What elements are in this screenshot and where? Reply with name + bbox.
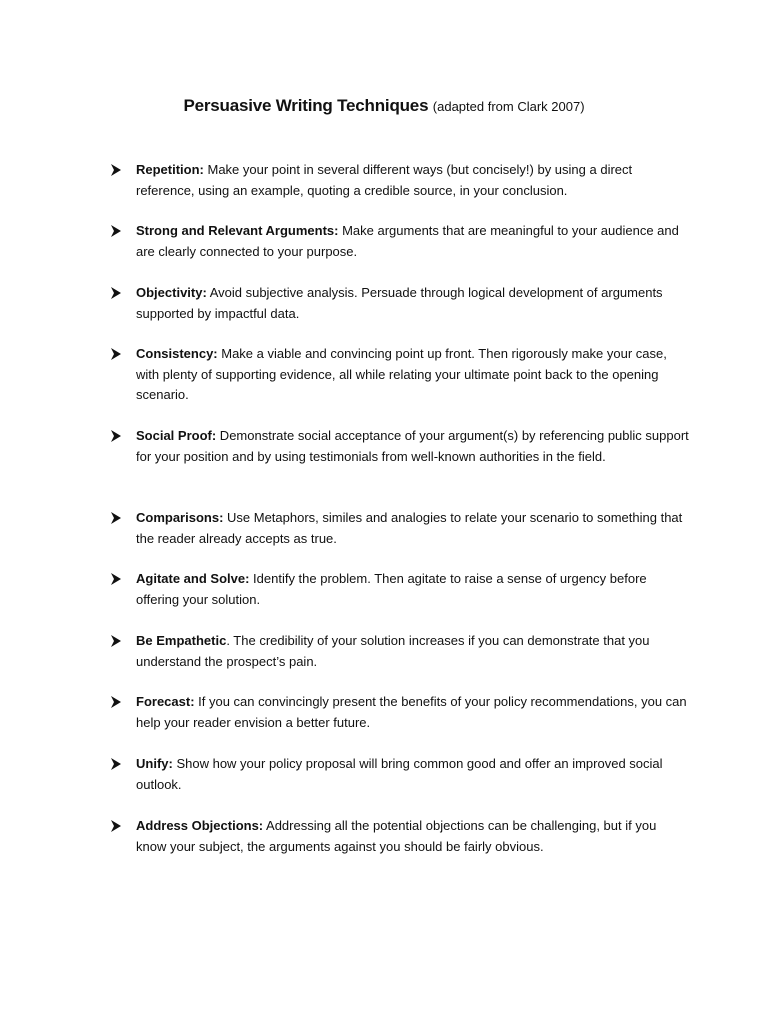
- arrow-bullet-icon: [110, 344, 124, 364]
- list-item-strong-arguments: [110, 221, 690, 262]
- item-text: [136, 426, 690, 467]
- item-term: Objectivity:: [136, 285, 207, 300]
- item-term: Social Proof:: [136, 428, 217, 443]
- arrow-bullet-icon: [110, 816, 124, 836]
- item-text: [136, 816, 690, 857]
- item-term: Strong and Relevant Arguments:: [136, 223, 339, 238]
- item-text: [136, 283, 690, 324]
- list-item-forecast: [110, 692, 690, 733]
- arrow-bullet-icon: [110, 692, 124, 712]
- item-body: Demonstrate social acceptance of your argument(s) by referencing public support for your position and by using testimonials from well-known authorities in the field.: [136, 428, 689, 464]
- item-body: Avoid subjective analysis. Persuade through logical development of arguments supported by impactful data.: [136, 285, 663, 321]
- arrow-bullet-icon: [110, 283, 124, 303]
- item-text: [136, 631, 690, 672]
- list-item-repetition: [110, 160, 690, 201]
- title-main: Persuasive Writing Techniques: [183, 96, 429, 115]
- list-item-agitate-solve: [110, 569, 690, 610]
- arrow-bullet-icon: [110, 508, 124, 528]
- title-source: (adapted from Clark 2007): [432, 99, 585, 114]
- item-body: Use Metaphors, similes and analogies to relate your scenario to something that the reader already accepts as true.: [136, 510, 683, 546]
- item-body: Make arguments that are meaningful to your audience and are clearly connected to your purpose.: [136, 223, 679, 259]
- item-term: Unify:: [136, 756, 173, 771]
- list-item-consistency: [110, 344, 690, 406]
- document-title: [0, 94, 768, 119]
- item-term: Repetition:: [136, 162, 204, 177]
- item-body: . The credibility of your solution increases if you can demonstrate that you understand the prospect’s pain.: [136, 633, 650, 669]
- arrow-bullet-icon: [110, 160, 124, 180]
- item-body: Addressing all the potential objections can be challenging, but if you know your subject, the arguments against you should be fairly obvious.: [136, 818, 657, 854]
- item-body: Show how your policy proposal will bring common good and offer an improved social outlook.: [136, 756, 663, 792]
- item-term: Consistency:: [136, 346, 218, 361]
- list-item-empathetic: [110, 631, 690, 672]
- item-text: [136, 221, 690, 262]
- arrow-bullet-icon: [110, 754, 124, 774]
- arrow-bullet-icon: [110, 631, 124, 651]
- list-item-objectivity: [110, 283, 690, 324]
- item-body: Make a viable and convincing point up front. Then rigorously make your case, with plenty of supporting evidence, all while relating your ultimate point back to the opening scenario.: [136, 346, 667, 402]
- item-text: [136, 344, 690, 406]
- item-text: [136, 160, 690, 201]
- item-term: Address Objections:: [136, 818, 264, 833]
- list-item-comparisons: [110, 508, 690, 549]
- item-body: Identify the problem. Then agitate to raise a sense of urgency before offering your solution.: [136, 571, 647, 607]
- item-text: [136, 692, 690, 733]
- item-text: [136, 569, 690, 610]
- item-text: [136, 754, 690, 795]
- item-term: Forecast:: [136, 694, 195, 709]
- item-term: Comparisons:: [136, 510, 224, 525]
- list-item-social-proof: [110, 426, 690, 467]
- list-item-unify: [110, 754, 690, 795]
- list-item-address-objections: [110, 816, 690, 857]
- item-body: If you can convincingly present the benefits of your policy recommendations, you can help your reader envision a better future.: [136, 694, 687, 730]
- item-text: [136, 508, 690, 549]
- arrow-bullet-icon: [110, 426, 124, 446]
- arrow-bullet-icon: [110, 221, 124, 241]
- item-term: Agitate and Solve:: [136, 571, 250, 586]
- arrow-bullet-icon: [110, 569, 124, 589]
- item-body: Make your point in several different ways (but concisely!) by using a direct reference, using an example, quoting a credible source, in your conclusion.: [136, 162, 633, 198]
- item-term: Be Empathetic: [136, 633, 227, 648]
